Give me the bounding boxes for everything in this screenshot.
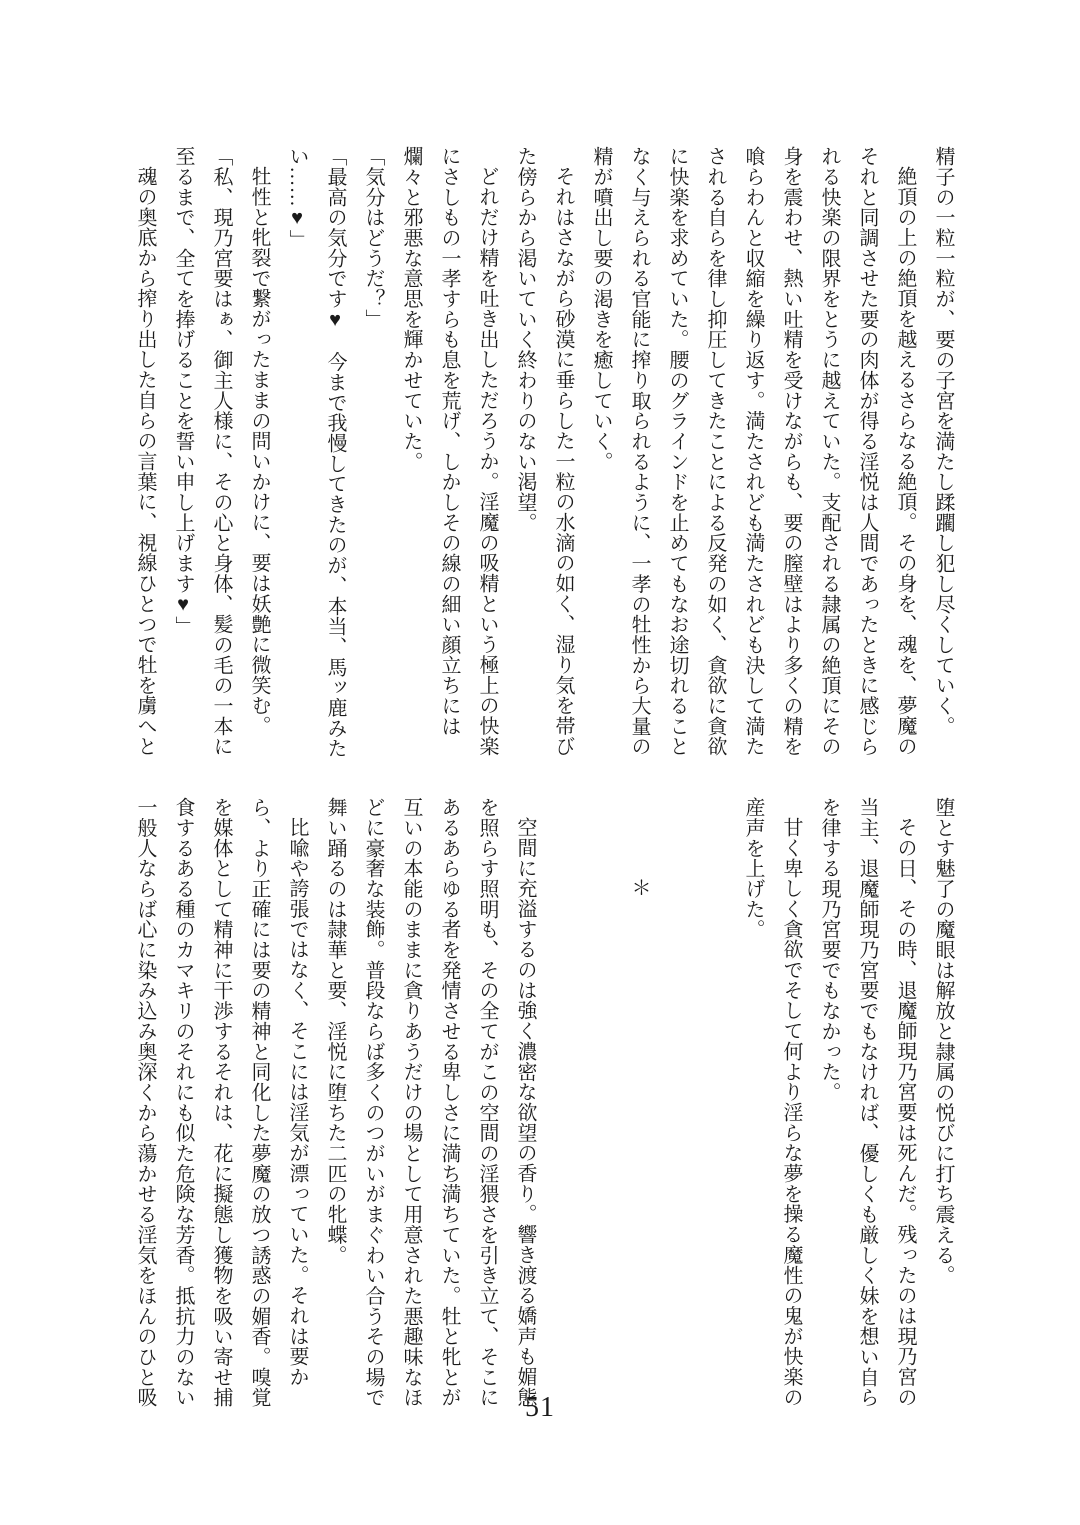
text-line: どれだけ精を吐き出しただろうか。淫魔の吸精という極上の快楽 bbox=[476, 166, 498, 757]
text-line: ら、より正確には要の精神と同化した夢魔の放つ誘惑の媚香。嗅覚 bbox=[248, 797, 270, 1408]
text-line: にさしもの一孝すらも息を荒げ、しかしその線の細い顔立ちには bbox=[438, 146, 460, 737]
text-line: 「気分はどうだ？」 bbox=[362, 146, 384, 330]
text-line: 産声を上げた。 bbox=[742, 797, 764, 940]
text-line: 食するある種のカマキリのそれにも似た危険な芳香。抵抗力のない bbox=[172, 797, 194, 1408]
text-line: それはさながら砂漠に垂らした一粒の水滴の如く、湿り気を帯び bbox=[552, 166, 574, 757]
text-line: 「私、現乃宮要はぁ、御主人様に、その心と身体、髪の毛の一本に bbox=[210, 146, 232, 757]
text-line: 至るまで、全てを捧げることを誓い申し上げます♥」 bbox=[172, 146, 194, 637]
text-line: その日、その時、退魔師現乃宮要は死んだ。残ったのは現乃宮の bbox=[894, 817, 916, 1408]
text-line: 甘く卑しく貪欲でそして何より淫らな夢を操る魔性の鬼が快楽の bbox=[780, 817, 802, 1408]
text-line: 牡性と牝裂で繋がったままの問いかけに、要は妖艶に微笑む。 bbox=[248, 166, 270, 736]
text-line: どに豪奢な装飾。普段ならば多くのつがいがまぐわい合うその場で bbox=[362, 797, 384, 1408]
text-line: 比喩や誇張ではなく、そこには淫気が漂っていた。それは要か bbox=[286, 817, 308, 1387]
text-line: 精が噴出し要の渇きを癒していく。 bbox=[590, 146, 612, 472]
blank-line bbox=[696, 797, 734, 1415]
text-line: あるあらゆる者を発情させる卑しさに満ち満ちていた。牡と牝とが bbox=[438, 797, 460, 1408]
text-line: を照らす照明も、その全てがこの空間の淫猥さを引き立て、そこに bbox=[476, 797, 498, 1408]
text-line: れる快楽の限界をとうに越えていた。支配される隷属の絶頂にその bbox=[818, 146, 840, 757]
text-line: 舞い踊るのは隷華と要、淫悦に堕ちた二匹の牝蝶。 bbox=[324, 797, 346, 1266]
text-line: に快楽を求めていた。腰のグラインドを止めてもなお途切れること bbox=[666, 146, 688, 757]
lower-text-block bbox=[126, 797, 962, 1415]
text-line: を媒体として精神に干渉するそれは、花に擬態し獲物を吸い寄せ捕 bbox=[210, 797, 232, 1408]
text-line: それと同調させた要の肉体が得る淫悦は人間であったときに感じら bbox=[856, 146, 878, 757]
text-line: 身を震わせ、熱い吐精を受けながらも、要の膣壁はより多くの精を bbox=[780, 146, 802, 757]
text-line: 精子の一粒一粒が、要の子宮を満たし蹂躙し犯し尽くしていく。 bbox=[932, 146, 954, 737]
text-line: 堕とす魅了の魔眼は解放と隷属の悦びに打ち震える。 bbox=[932, 797, 954, 1286]
text-line: 一般人ならば心に染み込み奥深くから蕩かせる淫気をほんのひと吸 bbox=[134, 797, 156, 1408]
text-line: た傍らから渇いていく終わりのない渇望。 bbox=[514, 146, 536, 533]
text-line: 互いの本能のままに貪りあうだけの場として用意された悪趣味なほ bbox=[400, 797, 422, 1408]
text-line: 当主、退魔師現乃宮要でもなければ、優しくも厳しく妹を想い自ら bbox=[856, 797, 878, 1408]
text-line: 空間に充溢するのは強く濃密な欲望の香り。響き渡る嬌声も媚態 bbox=[514, 817, 536, 1408]
blank-line bbox=[658, 797, 696, 1415]
text-line: なく与えられる官能に搾り取られるように、一孝の牡性から大量の bbox=[628, 146, 650, 757]
section-separator: ＊ bbox=[628, 877, 650, 898]
blank-line bbox=[582, 797, 620, 1415]
text-line: 爛々と邪悪な意思を輝かせていた。 bbox=[400, 146, 422, 472]
text-line: 魂の奥底から搾り出した自らの言葉に、視線ひとつで牡を虜へと bbox=[134, 166, 156, 757]
page-number: 51 bbox=[525, 1392, 555, 1423]
upper-text-block bbox=[126, 146, 962, 764]
text-line: 「最高の気分です♥ 今まで我慢してきたのが、本当、馬ッ鹿みた bbox=[324, 146, 346, 759]
text-line: 喰らわんと収縮を繰り返す。満たされども満たされども決して満た bbox=[742, 146, 764, 757]
text-line: される自らを律し抑圧してきたことによる反発の如く、貪欲に貪欲 bbox=[704, 146, 726, 757]
text-line: を律する現乃宮要でもなかった。 bbox=[818, 797, 840, 1103]
text-line: 絶頂の上の絶頂を越えるさらなる絶頂。その身を、魂を、夢魔の bbox=[894, 166, 916, 757]
text-line: い……♥」 bbox=[286, 146, 308, 250]
blank-line bbox=[544, 797, 582, 1415]
